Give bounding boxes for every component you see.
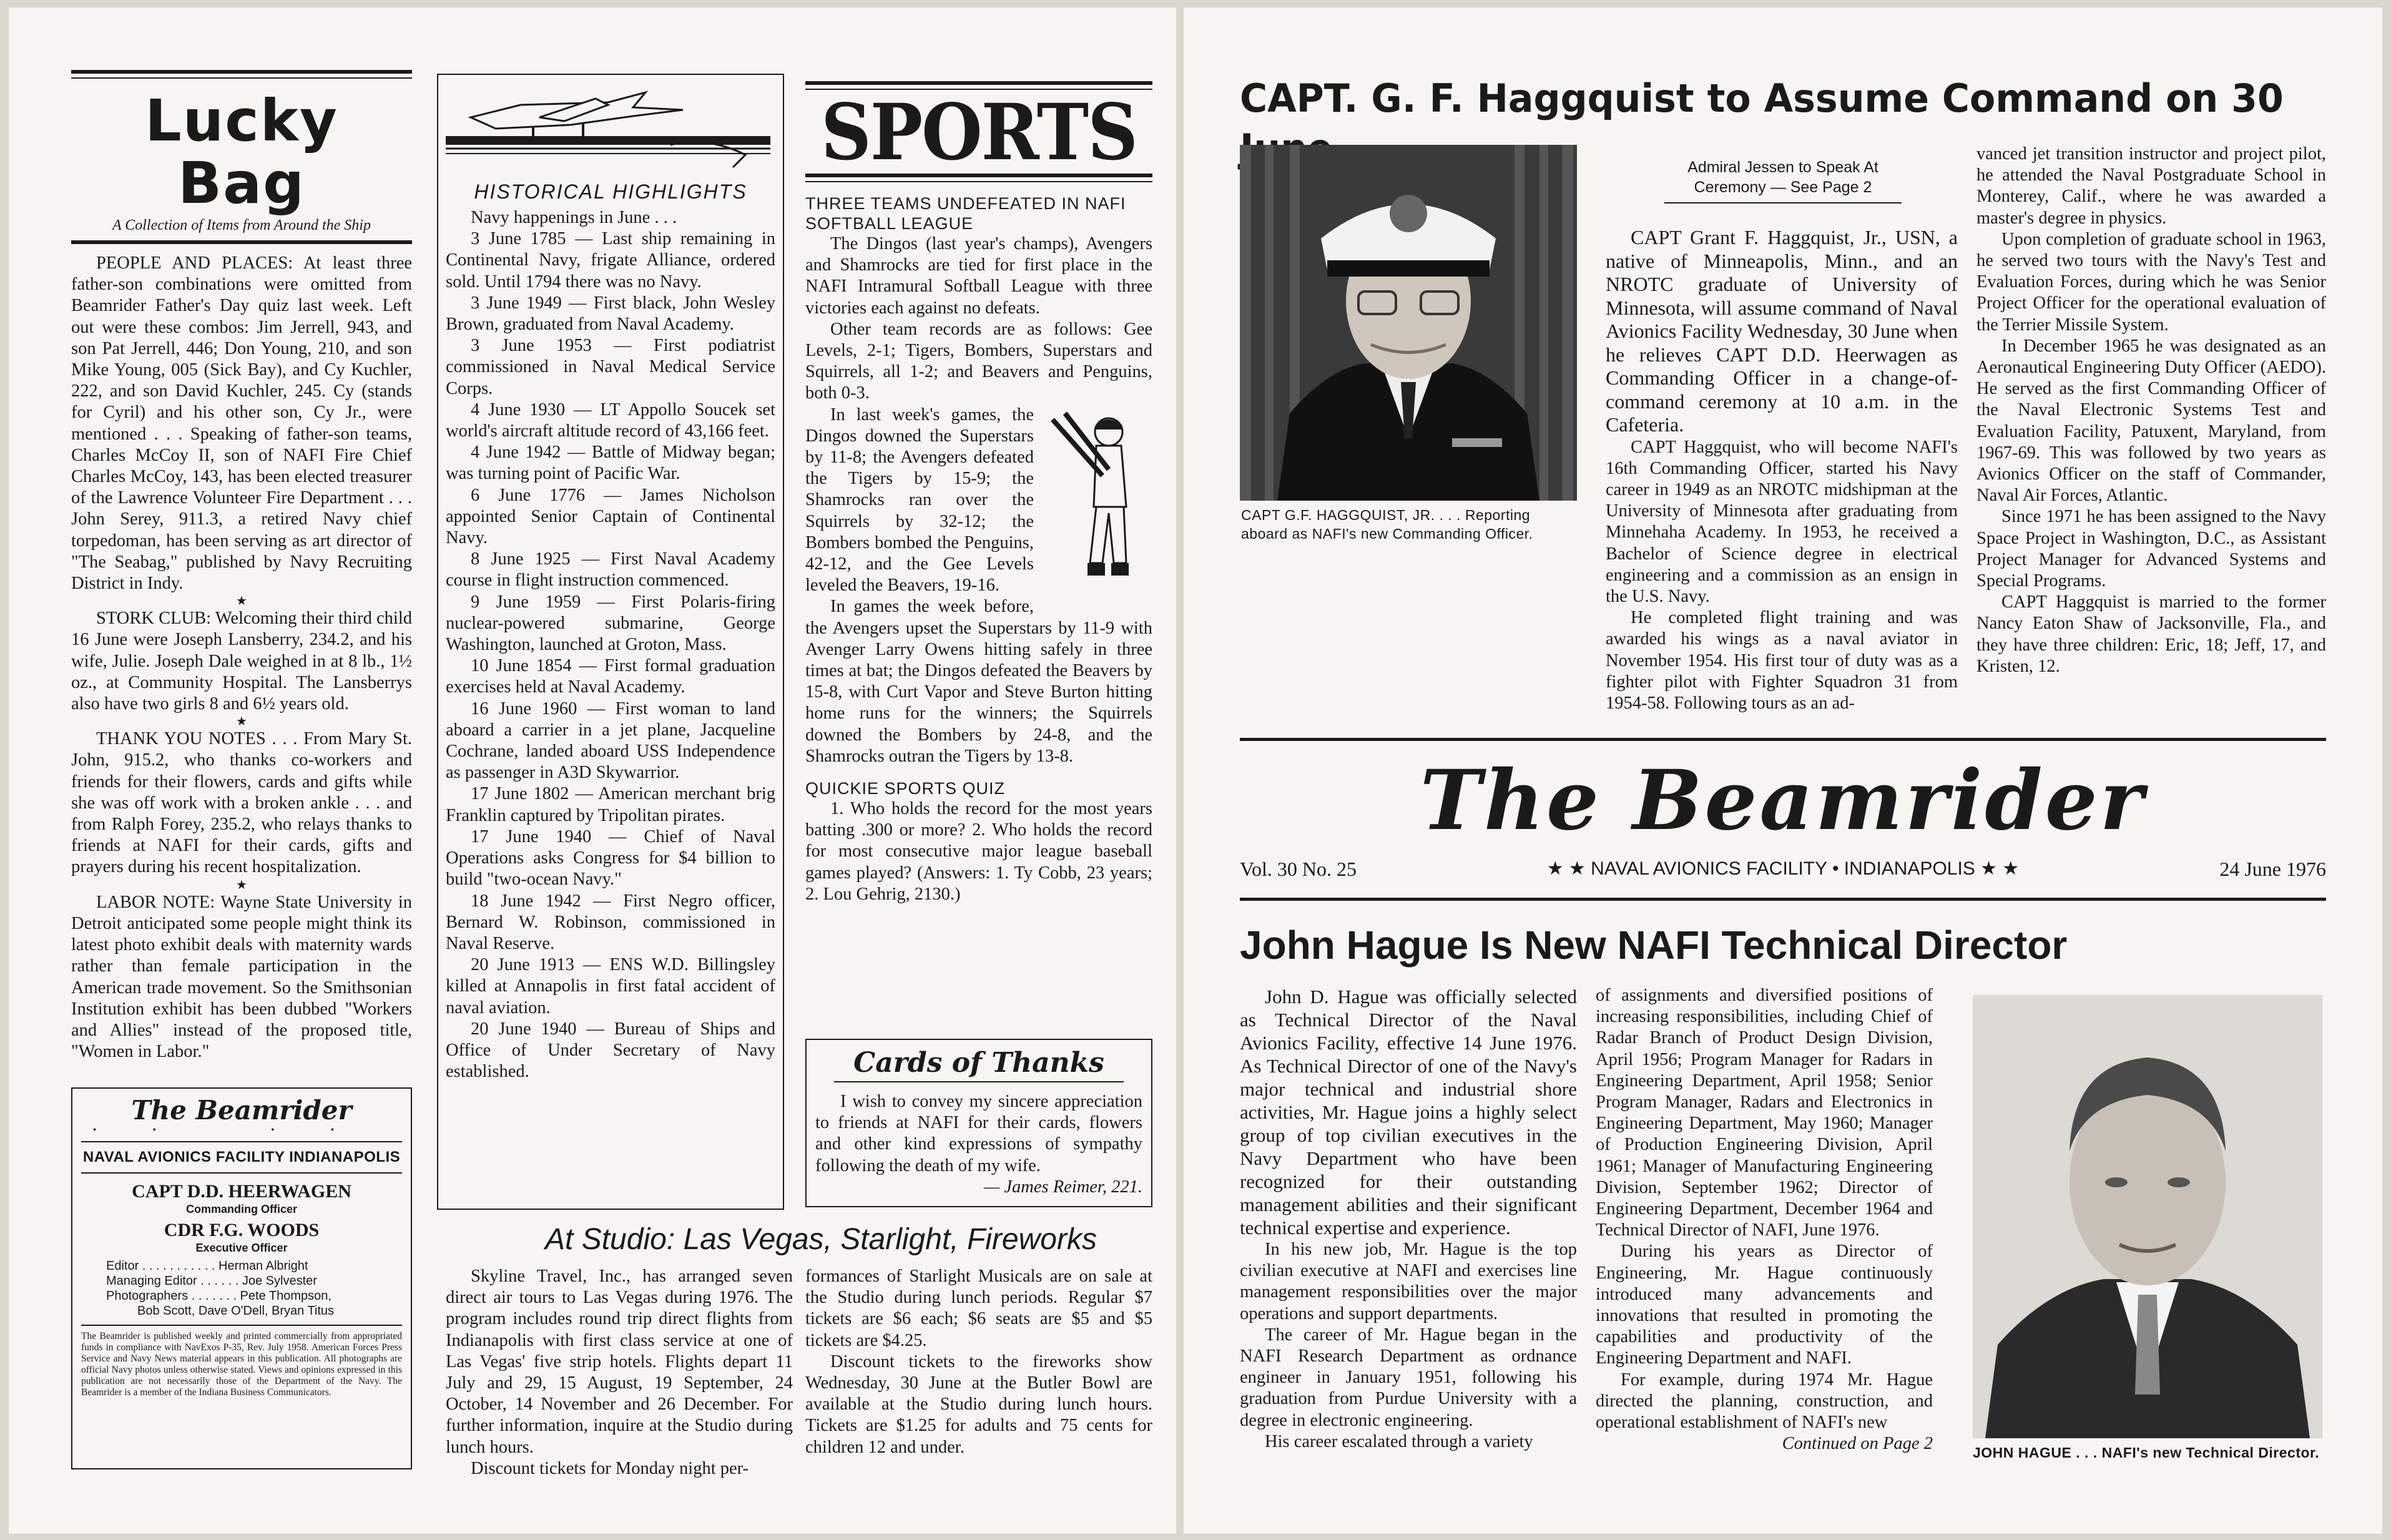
masthead-rule [1240, 898, 2326, 901]
star-divider: ★ [236, 715, 247, 729]
volume-number: Vol. 30 No. 25 [1240, 858, 1357, 880]
hague-headline: John Hague Is New NAFI Technical Director [1240, 923, 2068, 968]
historical-item: 16 June 1960 — First woman to land aboard a carrier in a jet plane, Jacqueline Cochrane, landed aboard USS Independence as passenger in A3D Skywarrior. [446, 699, 775, 783]
hague-paragraph: For example, during 1974 Mr. Hague directed the planning, construction, and operational establishment of NAFI's new [1596, 1370, 1933, 1433]
quiz-text: 1. Who holds the record for the most years batting .300 or more? 2. Who holds the record for most consecutive major league baseball games played? (Answers: 1. Ty Cobb, 23 years; 2. Lou Gehrig, 2130.) [805, 799, 1152, 904]
masthead-rule [1240, 738, 2326, 741]
historical-item: 3 June 1785 — Last ship remaining in Continental Navy, frigate Alliance, ordered sold. Until 1794 there was no Navy. [446, 229, 775, 292]
rule [805, 81, 1152, 85]
labor-note-item: LABOR NOTE: Wayne State University in Detroit anticipated some people might think its latest photo exhibit deals with maternity wards rather than female participation in the American trade movement. So the Smithsonian Institution exhibit has been dubbed "Workers and Allies" instead of the proposed title, "Women in Labor." [71, 892, 412, 1062]
historical-item: 3 June 1953 — First podiatrist commissioned in Naval Medical Service Corps. [446, 336, 775, 398]
masthead-name: The Beamrider [131, 1095, 352, 1126]
studio-paragraph: formances of Starlight Musicals are on sale at the Studio during lunch periods. Regular $7 tickets are $6 each; $6 seats are $5 and $5 tickets are $4.25. [805, 1267, 1152, 1350]
facility-line: ★ ★ NAVAL AVIONICS FACILITY • INDIANAPOLIS ★ ★ [1546, 858, 2020, 879]
historical-item: 20 June 1913 — ENS W.D. Billingsley killed at Annapolis in first fatal accident of naval aviation. [446, 955, 775, 1018]
historical-items-list [446, 228, 775, 1082]
historical-item: 9 June 1959 — First Polaris-firing nuclear-powered submarine, George Washington, launched at Groton, Mass. [446, 592, 775, 655]
historical-item: 10 June 1854 — First formal graduation exercises held at Naval Academy. [446, 656, 775, 697]
historical-highlights-box [437, 74, 784, 1210]
haggquist-paragraph: CAPT Haggquist is married to the former Nancy Eaton Shaw of Jacksonville, Fla., and they have three children: Eric, 18; Jeff, 17, and Kristen, 12. [1976, 592, 2326, 676]
co-name: CAPT D.D. HEERWAGEN [132, 1181, 351, 1202]
rule [71, 77, 412, 79]
sports-column [805, 81, 1152, 905]
haggquist-col-2 [1606, 226, 1958, 714]
issue-date: 24 June 1976 [2219, 858, 2326, 880]
staff-line: Photographers . . . . . . . Pete Thompson, [106, 1289, 331, 1303]
newspaper-nameplate: The Beamrider [1420, 752, 2146, 849]
lucky-bag-title: Lucky Bag [145, 87, 338, 217]
hague-paragraph: of assignments and diversified positions of increasing responsibilities, including Chief of Radar Branch of Product Design Division, April 1956; Program Manager for Radars in Engineering Department, April 1958; Senior Program Manager, Radars and Electronics in Engineering Department, May 1960; Manager of Production Engineering Division, April 1961; Manager of Manufacturing Engineering Division, September 1962; Director of Engineering Department, December 1964 and Technical Director of NAFI, June 1976. [1596, 986, 1933, 1240]
historical-item: 6 June 1776 — James Nicholson appointed Senior Captain of Continental Navy. [446, 485, 775, 548]
lucky-bag-subtitle: A Collection of Items from Around the Ship [112, 217, 371, 233]
historical-item: 4 June 1930 — LT Appollo Soucek set world's aircraft altitude record of 43,166 feet. [446, 400, 775, 441]
historical-item: 17 June 1940 — Chief of Naval Operations asks Congress for $4 billion to build "two-ocean Navy." [446, 826, 775, 890]
hague-caption: JOHN HAGUE . . . NAFI's new Technical Director. [1973, 1444, 2320, 1461]
masthead-dots: •• •• [92, 1125, 391, 1135]
lucky-bag-column [71, 70, 412, 1062]
studio-paragraph: Discount tickets for Monday night per- [471, 1458, 749, 1478]
studio-col-2 [805, 1266, 1152, 1458]
staff-line: Editor . . . . . . . . . . . Herman Albright [106, 1259, 308, 1273]
staff-masthead-box [71, 1087, 412, 1469]
cards-of-thanks-title: Cards of Thanks [834, 1045, 1124, 1082]
hague-paragraph: The career of Mr. Hague began in the NAFI Research Department as ordnance engineer in January 1951, following his graduation from Purdue University with a degree in electronic engineering. [1240, 1325, 1577, 1430]
continued-note: Continued on Page 2 [1782, 1434, 1933, 1454]
thanks-signature: — James Reimer, 221. [983, 1177, 1142, 1197]
star-divider: ★ [236, 878, 247, 892]
historical-item: 18 June 1942 — First Negro officer, Bernard W. Robinson, commissioned in Naval Reserve. [446, 891, 775, 953]
haggquist-paragraph: Upon completion of graduate school in 1963, he served two tours with the Navy's Test and Evaluation Forces, during which he was Senior Project Officer for the operational evaluation of the Terrier Missile System. [1976, 229, 2326, 335]
hague-paragraph: During his years as Director of Engineering, Mr. Hague continuously introduced many advancements and innovations that resulted in promoting the capabilities and productivity of the Engineering Department and NAFI. [1596, 1242, 1933, 1368]
xo-name: CDR F.G. WOODS [164, 1220, 320, 1240]
softball-headline: THREE TEAMS UNDEFEATED IN NAFI SOFTBALL LEAGUE [805, 194, 1126, 233]
publication-notice: The Beamrider is published weekly and printed commercially from appropriated funds in compliance with NavExos P-35, Rev. July 1958. American Forces Press Service and Navy News material appears in this publication. All photographs are official Navy photos unless otherwise stated. Views and opinions expressed in this publication are not necessarily those of the Department of the Navy. The Beamrider is a member of the Indiana Business Communicators. [81, 1325, 402, 1398]
historical-item: 20 June 1940 — Bureau of Ships and Office of Under Secretary of Navy established. [446, 1019, 775, 1082]
hague-col-1 [1240, 985, 1577, 1453]
haggquist-paragraph: Since 1971 he has been assigned to the Navy Space Project in Washington, D.C., as Assistant Project Manager for Advanced Systems and Special Programs. [1976, 507, 2326, 591]
kicker-text: Admiral Jessen to Speak At Ceremony — See Page 2 [1687, 159, 1878, 196]
haggquist-photo [1240, 145, 1577, 501]
haggquist-paragraph: CAPT Haggquist, who will become NAFI's 16th Commanding Officer, started his Navy career in 1949 as an NROTC midshipman at the University of Minnesota after graduating from Minnehaha Academy. In 1953, he received a Bachelor of Science degree in electrical engineering and a commission as an ensign in the U.S. Navy. [1606, 437, 1958, 606]
xo-role: Executive Officer [195, 1242, 288, 1254]
historical-item: 8 June 1925 — First Naval Academy course in flight instruction commenced. [446, 549, 775, 591]
haggquist-paragraph: In December 1965 he was designated as an Aeronautical Engineering Duty Officer (AEDO). He served as the first Commanding Officer of the Naval Electronic Systems Test and Evaluation Facility, Patuxent, Maryland, from 1967-69. This was followed by two years as Avionics Officer on the staff of Commander, Naval Air Forces, Atlantic. [1976, 336, 2326, 506]
staff-line: Bob Scott, Dave O'Dell, Bryan Titus [137, 1304, 335, 1318]
sports-title: SPORTS [821, 87, 1137, 178]
star-divider: ★ [236, 594, 247, 609]
studio-headline: At Studio: Las Vegas, Starlight, Fireworks [545, 1223, 1097, 1256]
co-role: Commanding Officer [185, 1203, 297, 1215]
studio-paragraph: Skyline Travel, Inc., has arranged seven direct air tours to Las Vegas during 1976. The program includes round trip direct flights from Indianapolis with first class service at one of Las Vegas' five strip hotels. Flights depart 11 July and 29, 15 August, 19 September, 24 October, 14 November and 26 December. For further information, inquire at the Studio during lunch hours. [446, 1267, 793, 1457]
masthead-org: NAVAL AVIONICS FACILITY INDIANAPOLIS [81, 1141, 402, 1174]
historical-item: 17 June 1802 — American merchant brig Franklin captured by Tripolitan pirates. [446, 784, 775, 825]
people-places-item: PEOPLE AND PLACES: At least three father-son combinations were omitted from Beamrider Father's Day quiz last week. Left out were these combos: Jim Jerrell, 943, and son Pat Jerrell, 446; Don Young, 210, and son Mike Young, 005 (Sick Bay), and Cy Kuchler, 222, and son David Kuchler, 245. Cy (stands for Cyril) and his other son, Cy Jr., were mentioned . . . Speaking of father-son teams, Charles McCoy II, son of NAFI Fire Chief Charles McCoy, 143, has been elected treasurer of the Lawrence Volunteer Fire Department . . . John Serey, 911.3, a retired Navy chief torpedoman, has been serving as art director of "The Seabag," published by Navy Recruiting District in Indy. [71, 253, 412, 594]
historical-intro: Navy happenings in June . . . [471, 208, 677, 227]
quiz-headline: QUICKIE SPORTS QUIZ [805, 779, 1006, 798]
sports-paragraph: Other team records are as follows: Gee Levels, 2-1; Tigers, Bombers, Superstars and Squirrels, all 1-2; and Beavers and Penguins, both 0-3. [805, 319, 1152, 403]
stork-club-item: STORK CLUB: Welcoming their third child 16 June were Joseph Lansberry, 234.2, and his wife, Julie. Joseph Dale weighed in at 8 lb., 1½ oz., at Community Hospital. The Lansberrys also have two girls 8 and 6½ years old. [71, 609, 412, 714]
kicker-box [1664, 152, 1902, 204]
right-page [1184, 7, 2382, 1534]
hague-lead: John D. Hague was officially selected as Technical Director of the Naval Avionics Facility, effective 14 June 1976. As Technical Director of one of the Navy's major technical and industrial shore activities, Mr. Hague joins a highly select group of top civilian executives in the Navy Department who have been recognized for their outstanding management abilities and their significant technical expertise and experience. [1240, 986, 1577, 1238]
left-page [9, 7, 1176, 1534]
historical-item: 4 June 1942 — Battle of Midway began; was turning point of Pacific War. [446, 443, 775, 484]
haggquist-lead: CAPT Grant F. Haggquist, Jr., USN, a native of Minneapolis, Minn., and an NROTC graduate of University of Minnesota, will assume command of Naval Avionics Facility Wednesday, 30 June when he relieves CAPT D.D. Heerwagen as Commanding Officer in a change-of-command ceremony at 10 a.m. in the Cafeteria. [1606, 226, 1958, 436]
thanks-text: I wish to convey my sincere appreciation to friends at NAFI for their cards, flowers and other kind expressions of sympathy following the death of my wife. [815, 1092, 1142, 1175]
hague-col-2 [1596, 985, 1933, 1454]
studio-col-1 [446, 1266, 793, 1479]
historical-highlights-title: HISTORICAL HIGHLIGHTS [474, 180, 747, 203]
hague-paragraph: In his new job, Mr. Hague is the top civilian executive at NAFI and exercises line management responsibilities over the major operations and support departments. [1240, 1240, 1577, 1323]
batter-illustration [1040, 407, 1152, 594]
hague-paragraph: His career escalated through a variety [1265, 1431, 1533, 1451]
historical-item: 3 June 1949 — First black, John Wesley Brown, graduated from Naval Academy. [446, 293, 775, 335]
haggquist-paragraph: vanced jet transition instructor and project pilot, he attended the Naval Postgraduate School in Monterey, Calif., where he was awarded a master's degree in physics. [1976, 144, 2326, 228]
thank-you-item: THANK YOU NOTES . . . From Mary St. John, 915.2, who thanks co-workers and friends for their flowers, cards and gifts while she was off work with a broken ankle . . . and from Ralph Forey, 235.2, who relays thanks to friends at NAFI for their cards, gifts and prayers during his recent hospitalization. [71, 729, 412, 877]
haggquist-caption: CAPT G.F. HAGGQUIST, JR. . . . Reporting aboard as NAFI's new Commanding Officer. [1241, 507, 1533, 542]
sports-paragraph: The Dingos (last year's champs), Avengers and Shamrocks are tied for first place in the NAFI Intramural Softball League with three victories each against no defeats. [805, 234, 1152, 318]
sports-paragraph: In games the week before, the Avengers upset the Superstars by 11-9 with Avenger Larry Owens hitting safely in three times at bat; the Dingos defeated the Beavers by 15-8, with Curt Vapor and Steve Burton hitting home runs for the winners; the Squirrels downed the Bombers by 24-8, and the Shamrocks outran the Tigers by 13-8. [805, 597, 1152, 766]
haggquist-paragraph: He completed flight training and was awarded his wings as a naval aviator in November 1954. His first tour of duty was as a fighter pilot with Fighter Squadron 31 from 1954-58. Following tours as an ad- [1606, 608, 1958, 713]
rule [71, 240, 412, 244]
staff-line: Managing Editor . . . . . . Joe Sylvester [106, 1274, 317, 1288]
studio-paragraph: Discount tickets to the fireworks show Wednesday, 30 June at the Butler Bowl are available at the Studio during lunch hours. Tickets are $1.25 for adults and 75 cents for children 12 and under. [805, 1351, 1152, 1457]
cards-of-thanks-box [805, 1039, 1152, 1207]
rule [805, 181, 1152, 182]
jet-aircraft-illustration [446, 80, 777, 174]
sports-paragraph: In last week's games, the Dingos downed the Superstars by 11-8; the Avengers defeated the Tigers by 15-9; the Shamrocks ran over the Squirrels by 32-12; the Bombers bombed the Penguins, 42-12, and the Gee Levels leveled the Beavers, 19-16. [805, 405, 1034, 596]
haggquist-headline: CAPT. G. F. Haggquist to Assume Command on 30 [1240, 76, 2284, 121]
rule [71, 70, 412, 74]
haggquist-col-3 [1976, 144, 2326, 677]
hague-photo [1973, 995, 2322, 1438]
